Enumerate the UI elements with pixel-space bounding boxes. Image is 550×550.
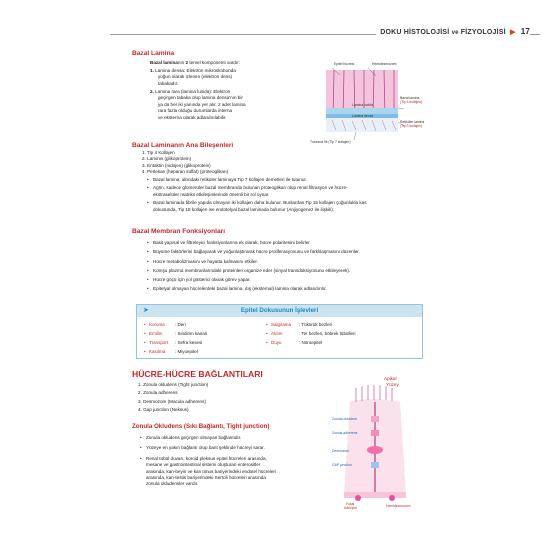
component-4: 4. Perlekan (heparan sülfat) (proteoglikan) [142, 169, 229, 175]
function-bullet-4: • Komşu plazma membranlarındaki proteinleri organize eder (sinyal transdüksiyonunu etkileyerek). [153, 266, 433, 275]
zonula-bullet-3-line-4: arasında, kan-testis bariyerindeki Sertoli hücreleri arasında [146, 475, 266, 481]
table-value: : Miyoepitel [175, 349, 198, 354]
label-gap: GAP junction [332, 463, 352, 467]
okludens-band [371, 416, 379, 422]
label-epitel: Epitel hücresi [334, 62, 355, 66]
basal-membrane [344, 492, 406, 498]
item-1-line-2: yoğun olarak izlenen (elektron dens) [158, 74, 233, 80]
component-bullet-2: • Agrin, sadece glomerüler bazal membranda bulunan proteoglikan olup renal filtrasyon ve hücre- [153, 185, 433, 191]
zonula-bullet-1: • Zonula okludens geçirgen olmayan bağlantıdır. [146, 435, 326, 441]
zonula-bullet-3-line-3: arasında, kan-beyin ve kan timus bariyerindeki endotel hücreleri [146, 468, 276, 474]
label-lamina-densa: Lamina densa [352, 114, 374, 118]
page-number: 17 [520, 27, 530, 36]
table-row-left-4: • Kasılma : Miyoepitel [144, 349, 198, 354]
table-key: Atılım [271, 331, 283, 336]
intro-suffix: nın [177, 60, 185, 65]
label-adezyon: Adezyon [344, 506, 358, 510]
component-bullet-1: • Bazal lamina, altındaki retiküler laminaya Tip 7 kollajen demetleri ile tutunur. [153, 177, 433, 183]
junction-3: 3. Desmozom (Macula adherens) [138, 398, 206, 404]
table-key: Salgılama [271, 322, 292, 327]
component-bullet-2-cont: ekstraselüler matriks etkileşimlerinde önemli bir rol oynar. [153, 191, 270, 197]
label-tip3-kollajen: (Tip 3 kollajen) [400, 124, 423, 128]
intro-bold-term: Bazal lamina [150, 60, 178, 65]
item-2-line-1: Lamina rara (lamina lusida): Elektron [155, 89, 231, 94]
zonula-bullet-3-line-2: mesane ve gastrointestinal sistemi oluşturan enterositler [146, 462, 261, 468]
table-row-right-2: • Atılım : Ter bezleri, böbrek tübülleri [266, 331, 356, 336]
label-bazal-lamina: Bazal lamina [400, 96, 420, 100]
table-value: : Nöroepitel [299, 340, 323, 345]
header-title-ve: ve [451, 30, 459, 36]
label-hemidesmozom-2: Hemidesmozom [386, 504, 411, 508]
table-row-right-1: • Salgılama : Tükürük bezleri [266, 322, 333, 327]
epitel-functions-table [136, 304, 423, 359]
junction-2: 2. Zonula adherens [138, 390, 178, 396]
basal-lamina-item-2 [150, 89, 310, 121]
table-key: Koruma [149, 322, 165, 327]
component-1: 1. Tip 4 Kollajen [142, 150, 175, 155]
label-lamina-lucida: Lamina lucida [352, 103, 373, 107]
label-adherens: Zonula adherens [332, 431, 358, 435]
intro-text: temel komponenti vardır: [189, 60, 240, 65]
function-bullet-2: • Büyüme faktörlerini bağlayarak ve yoğunlaştırarak hücre proliferasyonunu ve farklılaşmasını düzenler. [153, 247, 433, 256]
zonula-bullet-3-line-5: zonula okludensler vardır. [146, 481, 199, 487]
item-2-line-3: ya da her iki yanında yer alır. 2 adet lamina [158, 101, 246, 107]
function-bullet-1: • Basit yapısal ve filtreleyici fonksiyonlarına ek olarak, hücre polaritesini belirler. [153, 238, 433, 247]
zonula-bullets [146, 435, 326, 488]
label-tutunma: Tutunma lifi (Tip 7 kollajen) [310, 140, 351, 144]
item-2-line-4: rara fazla olduğu durumlarda interna [158, 108, 233, 114]
basal-lamina-heading: Bazal Lamina [132, 50, 175, 57]
component-bullet-3: • Bazal laminada fibrile yapıda olmayan iki kollajen daha bulunur. Bunlardan Tip 15 kollajen çoğunlukla kas [153, 200, 433, 206]
table-row-left-3: • Transport : Sefra kesesi [144, 340, 203, 345]
zonula-bullet-2: • Yüzeye en yakın bağlantı olup bant şeklinde hücreyi sarar. [146, 445, 326, 451]
junction-4: 4. Gap junction (Neksus) [138, 406, 189, 412]
junctions-numbered [138, 381, 328, 414]
label-hemidesmozom: Hemidesmozom [372, 62, 397, 66]
junctions-heading: HÜCRE-HÜCRE BAĞLANTILARI [132, 369, 263, 379]
label-yuzey: Yüzey [386, 382, 399, 387]
component-bullet-3-cont: dokusunda, Tip 18 kollajen ise endotelyal bazal laminada bulunur (Anjiyogenez ile ilişkili). [153, 206, 335, 212]
zonula-bullet-3: • Renal tübül duvarı, koroid pleksus epitel hücreleri arasında, [146, 456, 326, 462]
table-row-right-3: • Duyu : Nöroepitel [266, 340, 323, 345]
page-header [0, 22, 550, 44]
table-value: : Sefra kesesi [175, 340, 203, 345]
gap-band [371, 462, 379, 468]
functions-bullets [153, 238, 433, 294]
components-numbered [142, 150, 432, 176]
basal-lamina-intro [150, 60, 310, 66]
table-key: Transport [149, 340, 169, 345]
label-fokal: Fokal [346, 502, 355, 506]
item-2-num: 2. [150, 89, 154, 94]
table-key: Kasılma [149, 349, 166, 354]
basal-lamina-figure [306, 62, 426, 146]
header-title-part1: DOKU HİSTOLOJİSİ [380, 29, 450, 36]
hemidesmosome-dot [389, 495, 395, 501]
table-row-left-2: • Emilim : Sindirim kanalı [144, 331, 208, 336]
table-row-left-1: • Koruma : Deri [144, 322, 186, 327]
table-key: Duyu [271, 340, 282, 345]
function-bullet-5: • Hücre göçü için yol gösterici olarak görev yapar. [153, 275, 433, 284]
cell-junction-illustration [330, 376, 426, 514]
component-2: 2. Laminin (glikoprotein) [142, 156, 192, 162]
junction-1: 1. Zonula okludens (Tight junction) [138, 382, 209, 387]
item-1-line-3: tabakadır. [158, 80, 179, 86]
item-1-num: 1. [150, 68, 154, 73]
functions-heading: Bazal Membran Fonksiyonları [132, 228, 226, 235]
desmosome [367, 446, 383, 454]
table-value: : Deri [175, 322, 186, 327]
table-title: Epitel Dokusunun İşlevleri [240, 307, 319, 314]
table-key: Emilim [149, 331, 163, 336]
item-2-line-5: ve eksterna olarak adlandırılabilir. [158, 114, 227, 120]
header-arrow-icon: ▶ [509, 29, 516, 36]
header-title [376, 27, 530, 36]
cell-junction-figure [330, 376, 426, 514]
label-retikuler: Retiküler lamina [400, 120, 425, 124]
item-1-line-1: Lamina densa: Elektron mikroskobunda [155, 68, 236, 73]
table-value: : Ter bezleri, böbrek tübülleri [299, 331, 356, 336]
feather-arrow-icon: ➤ [143, 307, 149, 314]
label-desmozom: Desmozom [332, 449, 350, 453]
function-bullet-6: • Epitelyal olmayan hücrelerdeki bazal lamina, dış (eksternal) lamina olarak adlandırılır. [153, 284, 433, 293]
header-title-part2: FİZYOLOJİSİ [460, 29, 506, 36]
microvilli [356, 385, 392, 402]
components-heading: Bazal Laminanın Ana Bileşenleri [132, 142, 234, 149]
zonula-okludens-heading: Zonula Okludens (Sıkı Bağlantı, Tight junction) [132, 423, 270, 430]
label-apikal: Apikal [384, 376, 397, 381]
function-bullet-3: • Hücre metabolizmasını ve hayatta kalmasını etkiler. [153, 257, 433, 266]
focal-adhesion-dot [355, 495, 361, 501]
table-header [137, 305, 422, 317]
item-2-line-2: geçirgen tabaka olup lamina densa'nın bir [158, 95, 243, 101]
components-bullets [153, 177, 433, 213]
label-okludens: Zonula okludens [332, 417, 357, 421]
label-tip4-kollajen: (Tip 4 kollajen) [400, 100, 423, 104]
component-3: 3. Entaktin (nidojen) (glikoprotein) [142, 162, 211, 168]
table-value: : Sindirim kanalı [175, 331, 208, 336]
adherens-band [371, 430, 379, 436]
basal-lamina-item-1 [150, 68, 310, 87]
table-value: : Tükürük bezleri [299, 322, 333, 327]
intro-count: 2 [185, 60, 189, 65]
